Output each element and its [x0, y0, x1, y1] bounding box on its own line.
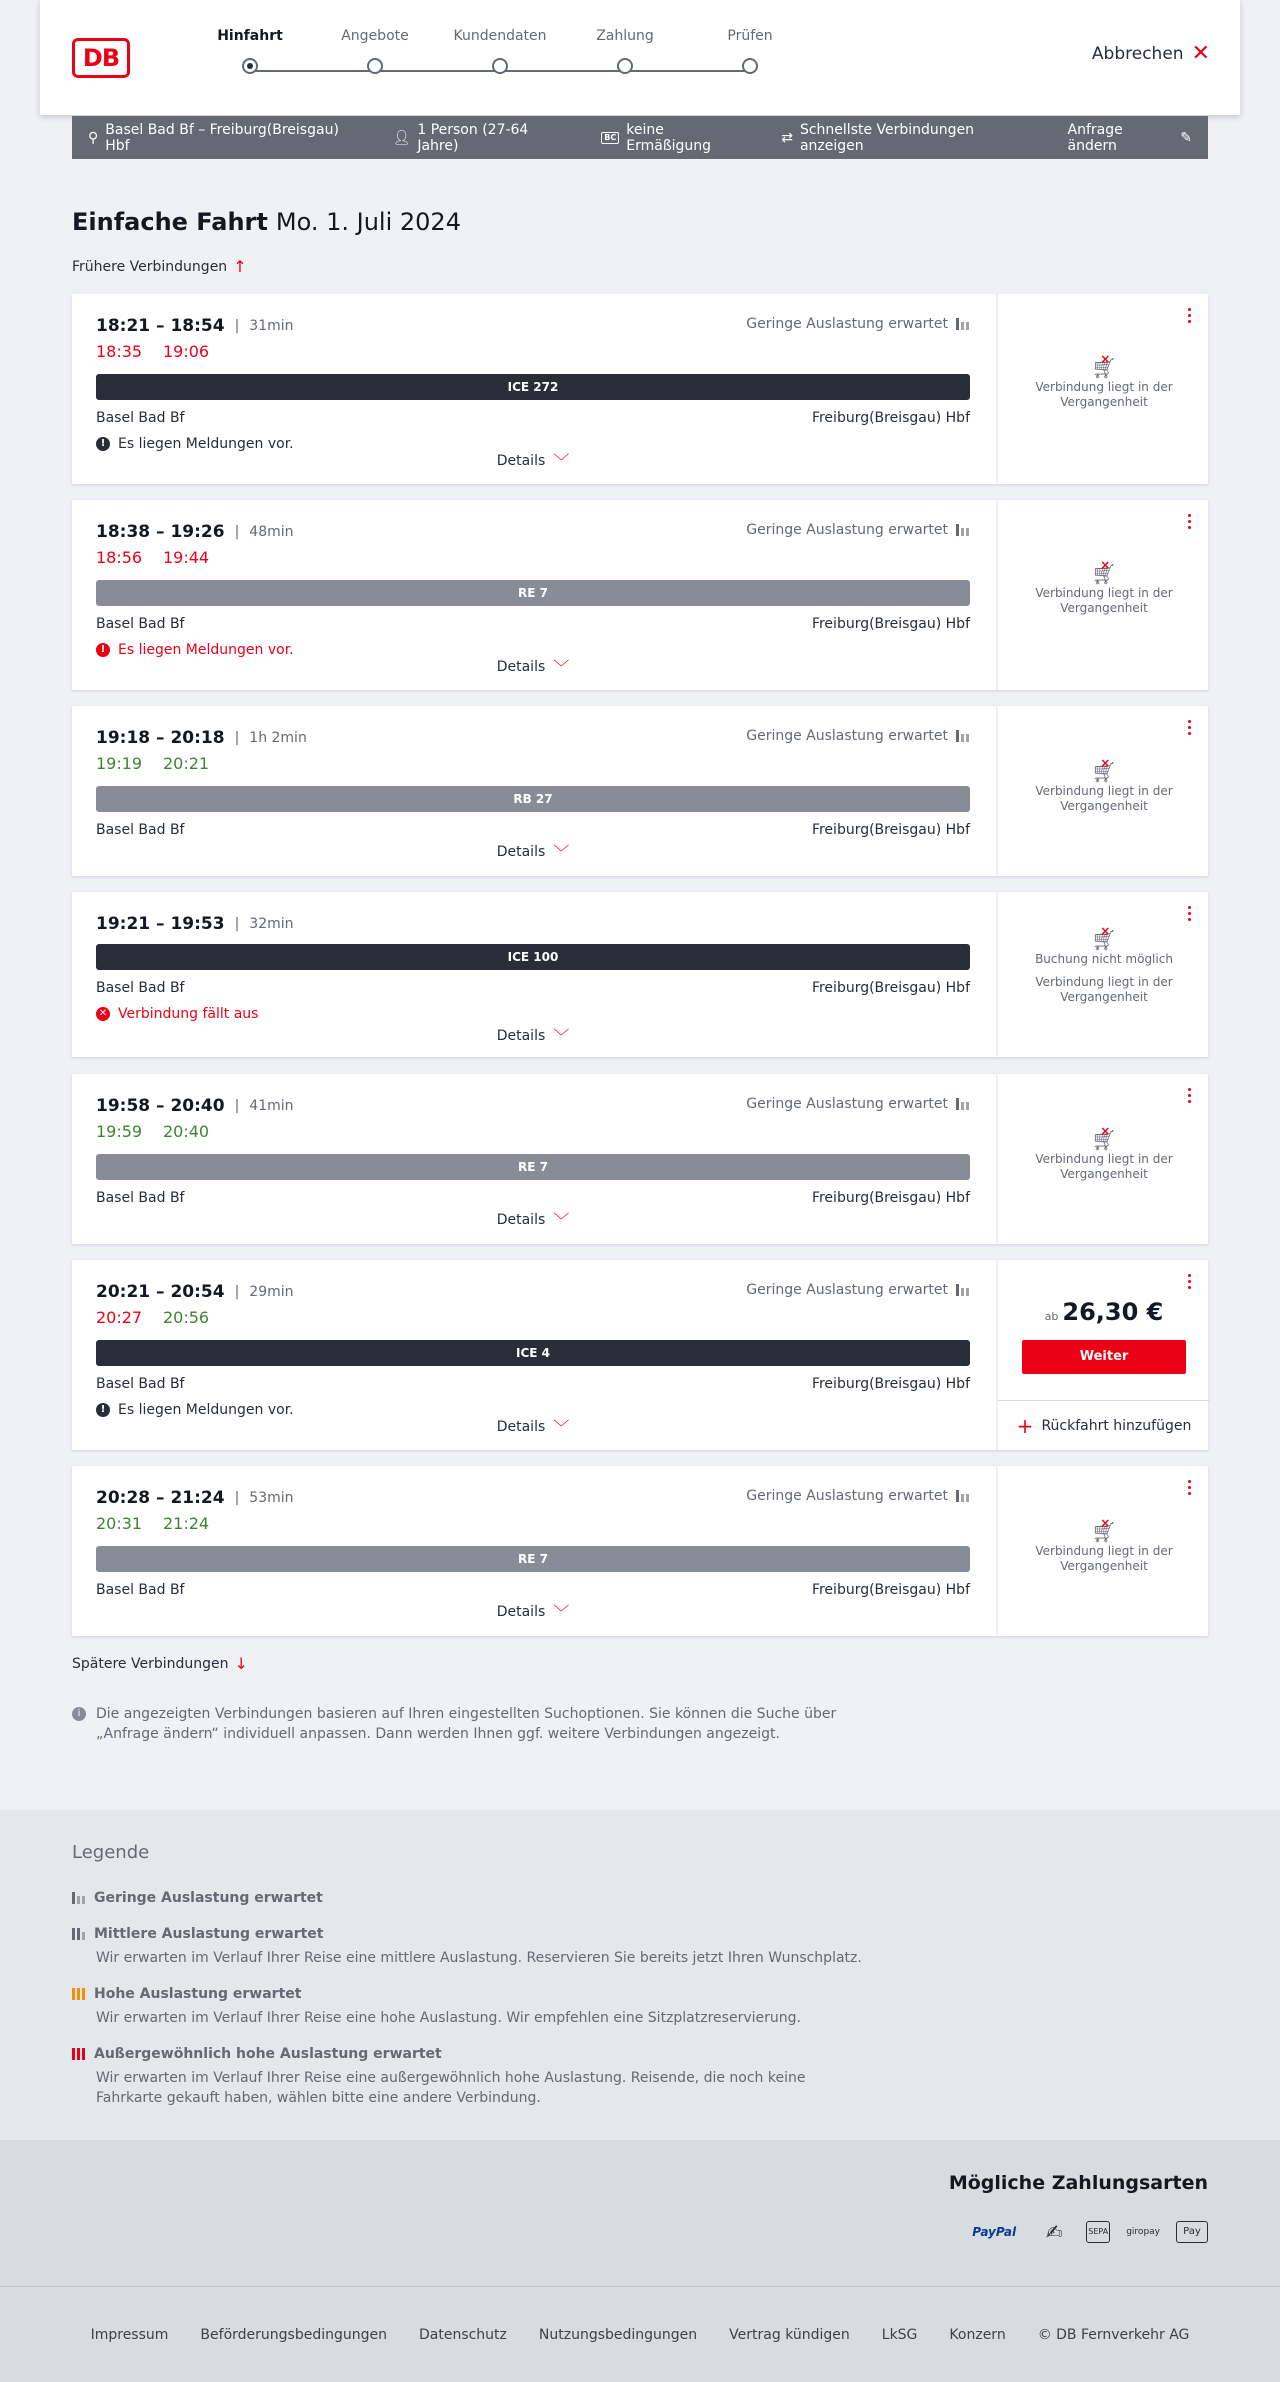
cart-disabled-icon: 🛒︎ × — [1091, 356, 1116, 380]
more-options-icon[interactable] — [1188, 308, 1192, 326]
occupancy-info — [746, 1282, 970, 1298]
direct-debit-icon: ✍ — [1045, 2220, 1063, 2244]
details-toggle[interactable] — [72, 1208, 994, 1231]
footer-link-vertrag-kuendigen[interactable]: Vertrag kündigen — [729, 2326, 850, 2343]
arrival-station: Freiburg(Breisgau) Hbf — [811, 1190, 970, 1206]
occupancy-exceptional-icon — [72, 2048, 86, 2060]
planned-time: 19:58 – 20:40 — [96, 1096, 225, 1116]
chevron-down-icon: ﹀ — [553, 658, 570, 677]
trip-date: Mo. 1. Juli 2024 — [275, 208, 461, 236]
cart-unavailable — [998, 928, 1210, 1005]
arrow-down-icon: ↓ — [234, 1654, 248, 1673]
edit-request-button[interactable] — [1068, 122, 1192, 154]
train-bar[interactable]: ICE 272 — [96, 374, 970, 400]
info-text: Die angezeigten Verbindungen basieren auf Ihren eingestellten Suchoptionen. Sie können die Suche über „Anfrage ändern“ individuell anpassen. Dann werden Ihnen ggf. weitere Verbindungen angezeigt. — [96, 1706, 837, 1742]
occupancy-medium-icon — [72, 1928, 86, 1940]
occupancy-low-icon — [72, 1892, 86, 1904]
step-dot — [617, 58, 633, 74]
more-options-icon[interactable] — [1188, 1274, 1192, 1292]
connection-offer — [996, 294, 1208, 484]
step-zahlung — [575, 28, 675, 74]
departure-station: Basel Bad Bf — [96, 1376, 185, 1392]
details-label: Details — [496, 1027, 546, 1044]
step-label: Kundendaten — [453, 28, 547, 44]
chevron-down-icon: ﹀ — [553, 1603, 570, 1622]
details-toggle[interactable] — [72, 655, 994, 678]
message-text: Verbindung fällt aus — [118, 1006, 259, 1022]
planned-time: 19:18 – 20:18 — [96, 728, 225, 748]
footer-copyright: © DB Fernverkehr AG — [1037, 2326, 1190, 2343]
legend-item-title: Außergewöhnlich hohe Auslastung erwartet — [94, 2046, 442, 2062]
continue-button[interactable]: Weiter — [1022, 1340, 1186, 1374]
exclamation-icon: ! — [96, 437, 110, 451]
occupancy-text: Geringe Auslastung erwartet — [746, 728, 948, 744]
separator: | — [234, 730, 240, 746]
train-bar[interactable]: RE 7 — [96, 1154, 970, 1180]
legend-item-text: Wir erwarten im Verlauf Ihrer Reise eine mittlere Auslastung. Reservieren Sie bereits jetzt Ihren Wunschplatz. — [96, 1950, 862, 1966]
step-label: Zahlung — [596, 28, 654, 44]
details-label: Details — [496, 452, 546, 469]
occupancy-info — [746, 728, 970, 744]
footer-link-datenschutz[interactable]: Datenschutz — [418, 2326, 507, 2343]
occupancy-text: Geringe Auslastung erwartet — [746, 1282, 948, 1298]
realtime-arrival: 21:24 — [163, 1514, 210, 1533]
stations — [96, 822, 970, 838]
occupancy-info — [746, 1096, 970, 1112]
duration: 1h 2min — [249, 730, 307, 746]
person-icon: 👤︎ — [392, 129, 411, 146]
paypal-icon: PayPal — [972, 2225, 1017, 2239]
duration: 29min — [249, 1284, 294, 1300]
pencil-icon: ✎ — [1180, 129, 1192, 146]
discount-item — [601, 122, 749, 154]
occupancy-text: Geringe Auslastung erwartet — [746, 522, 948, 538]
realtime-times — [96, 342, 970, 362]
booking-not-possible-text: Buchung nicht möglich — [1035, 952, 1173, 966]
planned-time: 18:21 – 18:54 — [96, 316, 225, 336]
later-connections-link[interactable] — [72, 1654, 248, 1673]
step-label: Prüfen — [727, 28, 773, 44]
separator: | — [234, 1098, 240, 1114]
stations — [96, 1582, 970, 1598]
cancel-label: Abbrechen — [1091, 44, 1184, 64]
exclamation-icon: ! — [96, 643, 110, 657]
price-prefix: ab — [1044, 1310, 1059, 1323]
departure-station: Basel Bad Bf — [96, 1190, 185, 1206]
occupancy-low-icon — [956, 1490, 970, 1502]
trip-type: Einfache Fahrt — [72, 208, 268, 236]
payment-title: Mögliche Zahlungsarten — [948, 2172, 1208, 2194]
planned-time: 18:38 – 19:26 — [96, 522, 225, 542]
close-icon: ✕ — [1191, 41, 1210, 66]
chevron-down-icon: ﹀ — [553, 1027, 570, 1046]
add-return-label: Rückfahrt hinzufügen — [1041, 1417, 1192, 1434]
duration: 41min — [249, 1098, 294, 1114]
info-icon: i — [72, 1707, 86, 1721]
occupancy-low-icon — [956, 1284, 970, 1296]
details-label: Details — [496, 1418, 546, 1435]
legend-item-medium — [72, 1926, 872, 1968]
planned-time: 20:28 – 21:24 — [96, 1488, 225, 1508]
arrival-station: Freiburg(Breisgau) Hbf — [811, 980, 970, 996]
db-logo[interactable]: DB — [72, 38, 130, 78]
step-dot — [492, 58, 508, 74]
cart-disabled-icon: 🛒︎ × — [1091, 760, 1116, 784]
status-text: Verbindung liegt in der Vergangenheit — [1035, 380, 1173, 409]
status-text: Verbindung liegt in der Vergangenheit — [1035, 975, 1173, 1004]
realtime-times — [96, 548, 970, 568]
legend-item-title: Mittlere Auslastung erwartet — [94, 1926, 324, 1942]
status-text: Verbindung liegt in der Vergangenheit — [1035, 784, 1173, 813]
stations — [96, 410, 970, 426]
cart-unavailable — [998, 1520, 1210, 1574]
occupancy-high-icon — [72, 1988, 86, 2000]
more-options-icon[interactable] — [1188, 1480, 1192, 1498]
chevron-down-icon: ﹀ — [553, 843, 570, 862]
legend-item-text: Wir erwarten im Verlauf Ihrer Reise eine hohe Auslastung. Wir empfehlen eine Sitzplatzreservierung. — [96, 2010, 801, 2026]
price — [998, 1298, 1210, 1326]
details-label: Details — [496, 658, 546, 675]
occupancy-text: Geringe Auslastung erwartet — [746, 316, 948, 332]
connection-card — [72, 294, 1208, 484]
realtime-departure: 20:31 — [96, 1514, 143, 1533]
footer-link-lksg[interactable]: LkSG — [881, 2326, 918, 2343]
status-text: Verbindung liegt in der Vergangenheit — [1035, 1152, 1173, 1181]
occupancy-low-icon — [956, 730, 970, 742]
realtime-departure: 19:59 — [96, 1122, 143, 1141]
occupancy-text: Geringe Auslastung erwartet — [746, 1096, 948, 1112]
step-dot — [367, 58, 383, 74]
more-options-icon[interactable] — [1188, 1088, 1192, 1106]
realtime-times — [96, 1122, 970, 1142]
exclamation-icon: ! — [96, 1403, 110, 1417]
connection-card — [72, 892, 1208, 1057]
cart-unavailable — [998, 562, 1210, 616]
stations — [96, 616, 970, 632]
page-title — [72, 208, 461, 236]
cart-disabled-icon: 🛒︎ × — [1091, 1520, 1116, 1544]
legend-item-title: Hohe Auslastung erwartet — [94, 1986, 302, 2002]
footer — [0, 2286, 1280, 2382]
train-bar[interactable]: ICE 4 — [96, 1340, 970, 1366]
occupancy-info — [746, 522, 970, 538]
message-text: Es liegen Meldungen vor. — [118, 436, 294, 452]
sepa-icon: SEPA — [1086, 2221, 1110, 2243]
edit-request-label: Anfrage ändern — [1067, 121, 1123, 154]
connection-offer — [996, 1074, 1208, 1244]
departure-station: Basel Bad Bf — [96, 1582, 185, 1598]
cart-disabled-icon: 🛒︎ × — [1091, 562, 1116, 586]
giropay-icon: giropay — [1126, 2227, 1160, 2237]
status-text: Verbindung liegt in der Vergangenheit — [1035, 1544, 1173, 1573]
persons-text: 1 Person (27-64 Jahre) — [417, 121, 529, 154]
train-bar[interactable]: RE 7 — [96, 1546, 970, 1572]
arrival-station: Freiburg(Breisgau) Hbf — [811, 1582, 970, 1598]
footer-link-befoerderungsbedingungen[interactable]: Beförderungsbedingungen — [200, 2326, 387, 2343]
earlier-connections-link[interactable] — [72, 257, 247, 276]
cancel-button[interactable] — [1091, 41, 1210, 66]
departure-station: Basel Bad Bf — [96, 980, 185, 996]
cart-unavailable — [998, 356, 1210, 410]
cart-unavailable — [998, 1128, 1210, 1182]
details-toggle[interactable] — [72, 840, 994, 863]
connection-offer — [996, 1260, 1208, 1450]
cart-unavailable — [998, 760, 1210, 814]
arrival-station: Freiburg(Breisgau) Hbf — [811, 616, 970, 632]
earlier-label: Frühere Verbindungen — [72, 258, 228, 275]
fastest-text: Schnellste Verbindungen anzeigen — [799, 121, 975, 154]
separator: | — [234, 318, 240, 334]
cart-disabled-icon: 🛒︎ × — [1091, 928, 1116, 952]
realtime-departure: 20:27 — [96, 1308, 143, 1327]
chevron-down-icon: ﹀ — [553, 1211, 570, 1230]
planned-time: 19:21 – 19:53 — [96, 914, 225, 934]
location-pin-icon: ⚲ — [88, 129, 99, 146]
message-text: Es liegen Meldungen vor. — [118, 642, 294, 658]
status-text: Verbindung liegt in der Vergangenheit — [1035, 586, 1173, 615]
realtime-arrival: 20:56 — [163, 1308, 210, 1327]
occupancy-info — [746, 1488, 970, 1504]
discount-text: keine Ermäßigung — [626, 121, 712, 154]
separator: | — [234, 1284, 240, 1300]
connection-card — [72, 1466, 1208, 1636]
arrival-station: Freiburg(Breisgau) Hbf — [811, 1376, 970, 1392]
message-cancelled — [96, 1006, 970, 1022]
stations — [96, 1376, 970, 1392]
stations — [96, 980, 970, 996]
train-bar[interactable]: RE 7 — [96, 580, 970, 606]
step-label: Hinfahrt — [217, 28, 283, 44]
cancelled-icon: ✕ — [96, 1007, 110, 1021]
persons-item — [393, 122, 570, 154]
departure-station: Basel Bad Bf — [96, 410, 185, 426]
occupancy-low-icon — [956, 1098, 970, 1110]
legend-item-high — [72, 1986, 872, 2028]
legend-title: Legende — [72, 1842, 150, 1863]
progress-steps — [210, 28, 773, 88]
duration: 48min — [249, 524, 294, 540]
realtime-arrival: 19:06 — [163, 342, 210, 361]
connection-offer — [996, 892, 1208, 1057]
realtime-departure: 18:56 — [96, 548, 143, 567]
realtime-departure: 18:35 — [96, 342, 143, 361]
duration: 53min — [249, 1490, 294, 1506]
train-bar[interactable]: ICE 100 — [96, 944, 970, 970]
legend-section — [0, 1810, 1280, 2140]
details-toggle[interactable] — [72, 1024, 994, 1047]
message-text: Es liegen Meldungen vor. — [118, 1402, 294, 1418]
step-dot-active — [242, 58, 258, 74]
connection-offer — [996, 500, 1208, 690]
search-summary-bar — [72, 116, 1208, 159]
more-options-icon[interactable] — [1188, 906, 1192, 924]
swap-arrows-icon: ⇄ — [781, 129, 793, 146]
header — [40, 0, 1240, 115]
stations — [96, 1190, 970, 1206]
separator: | — [234, 524, 240, 540]
realtime-arrival: 20:40 — [163, 1122, 210, 1141]
separator: | — [234, 916, 240, 932]
cart-disabled-icon: 🛒︎ × — [1091, 1128, 1116, 1152]
realtime-times — [96, 754, 970, 774]
info-note — [72, 1704, 842, 1744]
realtime-departure: 19:19 — [96, 754, 143, 773]
connection-card — [72, 500, 1208, 690]
more-options-icon[interactable] — [1188, 514, 1192, 532]
applepay-icon — [1176, 2221, 1208, 2243]
step-angebote — [325, 28, 425, 74]
route-text: Basel Bad Bf – Freiburg(Breisgau) Hbf — [105, 121, 339, 154]
details-toggle[interactable] — [72, 1600, 994, 1623]
connection-card — [72, 1260, 1208, 1450]
occupancy-low-icon — [956, 318, 970, 330]
footer-link-nutzungsbedingungen[interactable]: Nutzungsbedingungen — [538, 2326, 698, 2343]
bahncard-icon: BC — [601, 132, 619, 144]
arrow-up-icon: ↑ — [233, 257, 247, 276]
price-value: 26,30 € — [1062, 1298, 1164, 1326]
connection-offer — [996, 706, 1208, 876]
details-toggle[interactable] — [72, 449, 994, 472]
add-return-button[interactable] — [998, 1400, 1210, 1450]
realtime-arrival: 20:21 — [163, 754, 210, 773]
details-toggle[interactable] — [72, 1415, 994, 1438]
step-pruefen — [700, 28, 800, 74]
step-kundendaten — [450, 28, 550, 74]
legend-item-title: Geringe Auslastung erwartet — [94, 1890, 323, 1906]
arrival-station: Freiburg(Breisgau) Hbf — [811, 822, 970, 838]
planned-times — [96, 914, 970, 934]
legend-item-low — [72, 1890, 872, 1906]
details-label: Details — [496, 843, 546, 860]
later-label: Spätere Verbindungen — [72, 1655, 229, 1672]
departure-station: Basel Bad Bf — [96, 616, 185, 632]
footer-link-konzern[interactable]: Konzern — [949, 2326, 1006, 2343]
payment-section — [0, 2140, 1280, 2286]
payment-icons — [966, 2220, 1208, 2244]
step-label: Angebote — [341, 28, 409, 44]
occupancy-info — [746, 316, 970, 332]
duration: 31min — [249, 318, 294, 334]
fastest-item — [781, 122, 1035, 154]
train-bar[interactable]: RB 27 — [96, 786, 970, 812]
connection-card — [72, 706, 1208, 876]
separator: | — [234, 1490, 240, 1506]
plus-icon: + — [1016, 1413, 1034, 1438]
route-item — [88, 122, 361, 154]
duration: 32min — [249, 916, 294, 932]
realtime-times — [96, 1308, 970, 1328]
arrival-station: Freiburg(Breisgau) Hbf — [811, 410, 970, 426]
planned-time: 20:21 – 20:54 — [96, 1282, 225, 1302]
footer-link-impressum[interactable]: Impressum — [90, 2326, 169, 2343]
legend-item-exceptional — [72, 2046, 872, 2108]
details-label: Details — [496, 1603, 546, 1620]
occupancy-low-icon — [956, 524, 970, 536]
realtime-arrival: 19:44 — [163, 548, 210, 567]
chevron-down-icon: ﹀ — [553, 452, 570, 471]
applepay-label: Pay — [1183, 2226, 1201, 2237]
chevron-down-icon: ﹀ — [553, 1418, 570, 1437]
realtime-times — [96, 1514, 970, 1534]
occupancy-text: Geringe Auslastung erwartet — [746, 1488, 948, 1504]
step-dot — [742, 58, 758, 74]
details-label: Details — [496, 1211, 546, 1228]
step-hinfahrt — [200, 28, 300, 74]
more-options-icon[interactable] — [1188, 720, 1192, 738]
connection-card — [72, 1074, 1208, 1244]
connection-offer — [996, 1466, 1208, 1636]
departure-station: Basel Bad Bf — [96, 822, 185, 838]
legend-item-text: Wir erwarten im Verlauf Ihrer Reise eine außergewöhnlich hohe Auslastung. Reisende, die noch keine Fahrkarte gekauft haben, wählen bitte eine andere Verbindung. — [96, 2070, 806, 2106]
